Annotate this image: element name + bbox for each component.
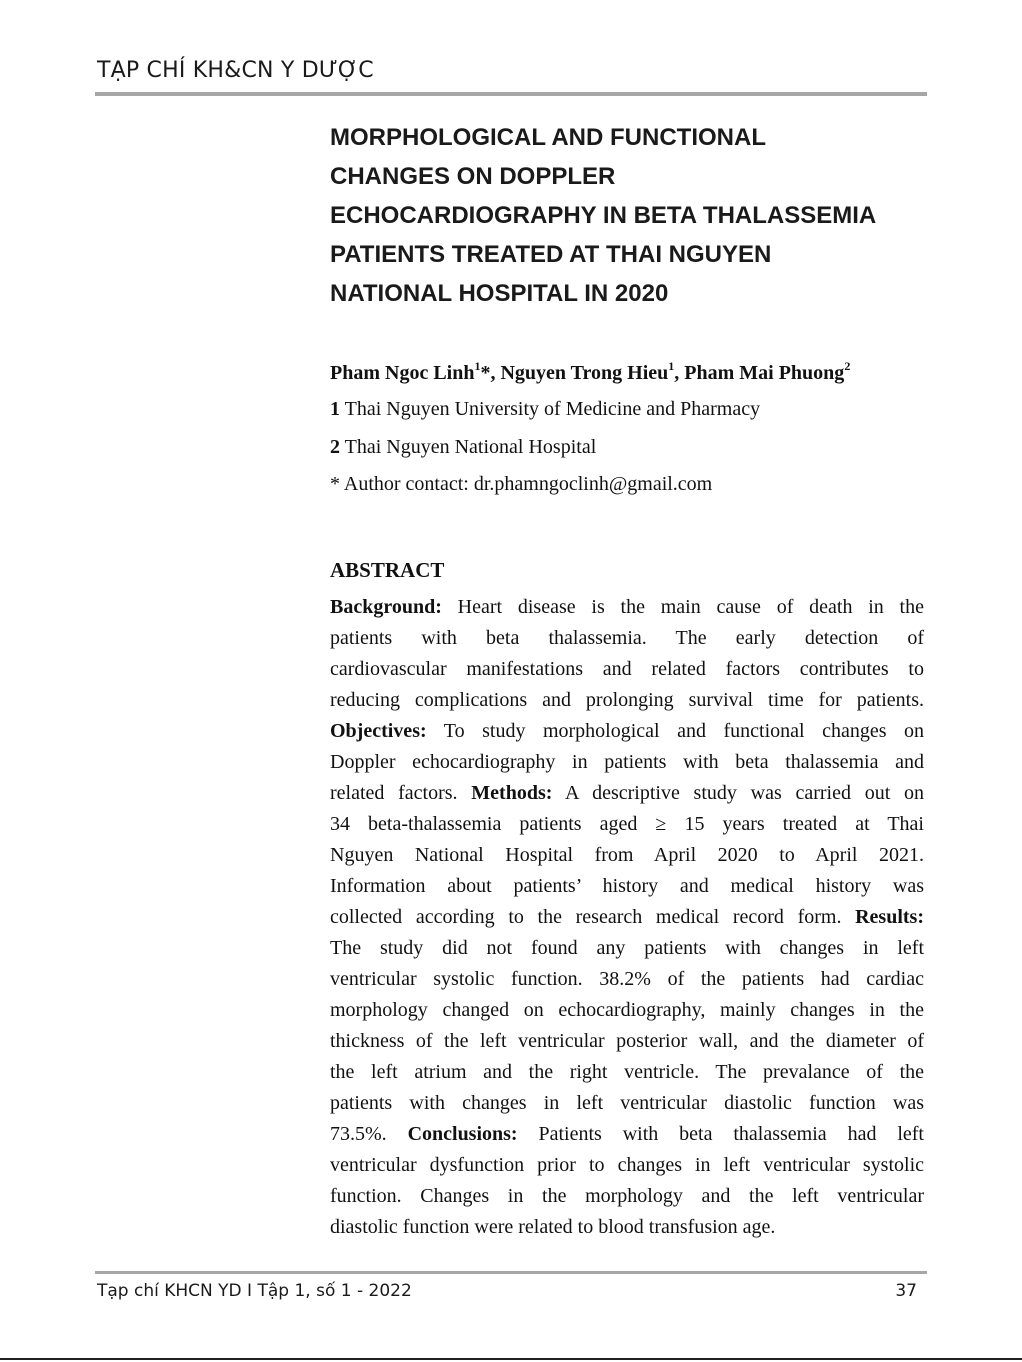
abstract-line — [330, 1119, 924, 1150]
abstract-line — [330, 685, 924, 716]
abstract-text: ventricular systolic function. 38.2% of the patients had cardiac — [330, 968, 924, 990]
abstract-text: Doppler echocardiography in patients with beta thalassemia and — [330, 751, 924, 773]
abstract-section-label: Methods: — [471, 782, 553, 804]
abstract-text: patients with changes in left ventricular diastolic function was — [330, 1092, 924, 1114]
paper-title-line: CHANGES ON DOPPLER — [330, 163, 616, 190]
abstract-line — [330, 1088, 924, 1119]
abstract-line — [330, 592, 924, 623]
abstract-heading: ABSTRACT — [330, 558, 445, 582]
abstract-text: cardiovascular manifestations and related factors contributes to — [330, 658, 924, 680]
abstract-text: Heart disease is the main cause of death in the — [441, 596, 924, 618]
author-affiliation-mark: 2 — [844, 359, 851, 373]
affiliation-2 — [330, 436, 596, 459]
abstract-text: patients with beta thalassemia. The early detection of — [330, 627, 924, 649]
corresponding-author-mark: *, — [480, 362, 501, 384]
page-number: 37 — [895, 1281, 917, 1301]
abstract-line — [330, 995, 924, 1026]
abstract-line — [330, 933, 924, 964]
abstract-section-label: Results: — [855, 906, 924, 928]
paper-title-line: PATIENTS TREATED AT THAI NGUYEN — [330, 241, 772, 268]
author-name: Pham Mai Phuong — [684, 362, 845, 384]
author-list — [330, 359, 851, 385]
abstract-text: function. Changes in the morphology and the left ventricular — [330, 1185, 924, 1207]
abstract-text: reducing complications and prolonging survival time for patients. — [330, 689, 924, 711]
abstract-text: Patients with beta thalassemia had left — [517, 1123, 924, 1145]
author-name: Nguyen Trong Hieu — [500, 362, 669, 384]
affiliation-number: 1 — [330, 398, 340, 420]
abstract-text: collected according to the research medical record form. — [330, 906, 856, 928]
abstract-text: 73.5%. — [330, 1123, 408, 1145]
abstract-line — [330, 1026, 924, 1057]
abstract-body — [330, 592, 924, 1243]
author-name: Pham Ngoc Linh — [330, 362, 475, 384]
abstract-section-label: Objectives: — [330, 720, 427, 742]
abstract-text: A descriptive study was carried out on — [552, 782, 924, 804]
author-contact: * Author contact: dr.phamngoclinh@gmail.com — [330, 473, 713, 495]
page-bottom-edge — [0, 1358, 1022, 1360]
abstract-text: 34 beta-thalassemia patients aged ≥ 15 years treated at Thai — [330, 813, 924, 835]
abstract-text: thickness of the left ventricular posterior wall, and the diameter of — [330, 1030, 924, 1052]
footer-journal-issue: Tạp chí KHCN YD I Tập 1, số 1 - 2022 — [97, 1281, 412, 1301]
abstract-line — [330, 902, 924, 933]
footer-divider — [95, 1271, 927, 1274]
paper-title-line: NATIONAL HOSPITAL IN 2020 — [330, 280, 669, 307]
abstract-line — [330, 1181, 924, 1212]
abstract-text: related factors. — [330, 782, 472, 804]
abstract-text: To study morphological and functional changes on — [426, 720, 924, 742]
abstract-section-label: Background: — [330, 596, 442, 618]
paper-title-line: ECHOCARDIOGRAPHY IN BETA THALASSEMIA — [330, 202, 877, 229]
journal-header-title: TẠP CHÍ KH&CN Y DƯỢC — [97, 58, 374, 83]
abstract-text: Information about patients’ history and medical history was — [330, 875, 924, 897]
abstract-section-label: Conclusions: — [407, 1123, 518, 1145]
abstract-line — [330, 654, 924, 685]
abstract-text: The study did not found any patients with changes in left — [330, 937, 924, 959]
abstract-line — [330, 964, 924, 995]
abstract-line — [330, 623, 924, 654]
abstract-text: the left atrium and the right ventricle. The prevalance of the — [330, 1061, 924, 1083]
abstract-text: Nguyen National Hospital from April 2020 to April 2021. — [330, 844, 924, 866]
abstract-text: morphology changed on echocardiography, mainly changes in the — [330, 999, 924, 1021]
abstract-line — [330, 809, 924, 840]
affiliation-text: Thai Nguyen University of Medicine and Pharmacy — [340, 398, 761, 420]
affiliation-text: Thai Nguyen National Hospital — [340, 436, 597, 458]
paper-title — [330, 118, 930, 313]
affiliation-1 — [330, 398, 760, 421]
abstract-line — [330, 1212, 924, 1243]
abstract-line — [330, 747, 924, 778]
abstract-line — [330, 1057, 924, 1088]
author-separator: , — [674, 362, 685, 384]
abstract-line — [330, 778, 924, 809]
abstract-text: ventricular dysfunction prior to changes in left ventricular systolic — [330, 1154, 924, 1176]
abstract-line — [330, 840, 924, 871]
affiliation-number: 2 — [330, 436, 340, 458]
abstract-text: diastolic function were related to blood transfusion age. — [330, 1216, 776, 1238]
header-divider — [95, 92, 927, 96]
paper-title-line: MORPHOLOGICAL AND FUNCTIONAL — [330, 124, 766, 151]
abstract-line — [330, 871, 924, 902]
author-affiliation-mark: 1 — [474, 359, 481, 373]
abstract-line — [330, 716, 924, 747]
author-affiliation-mark: 1 — [668, 359, 675, 373]
abstract-line — [330, 1150, 924, 1181]
